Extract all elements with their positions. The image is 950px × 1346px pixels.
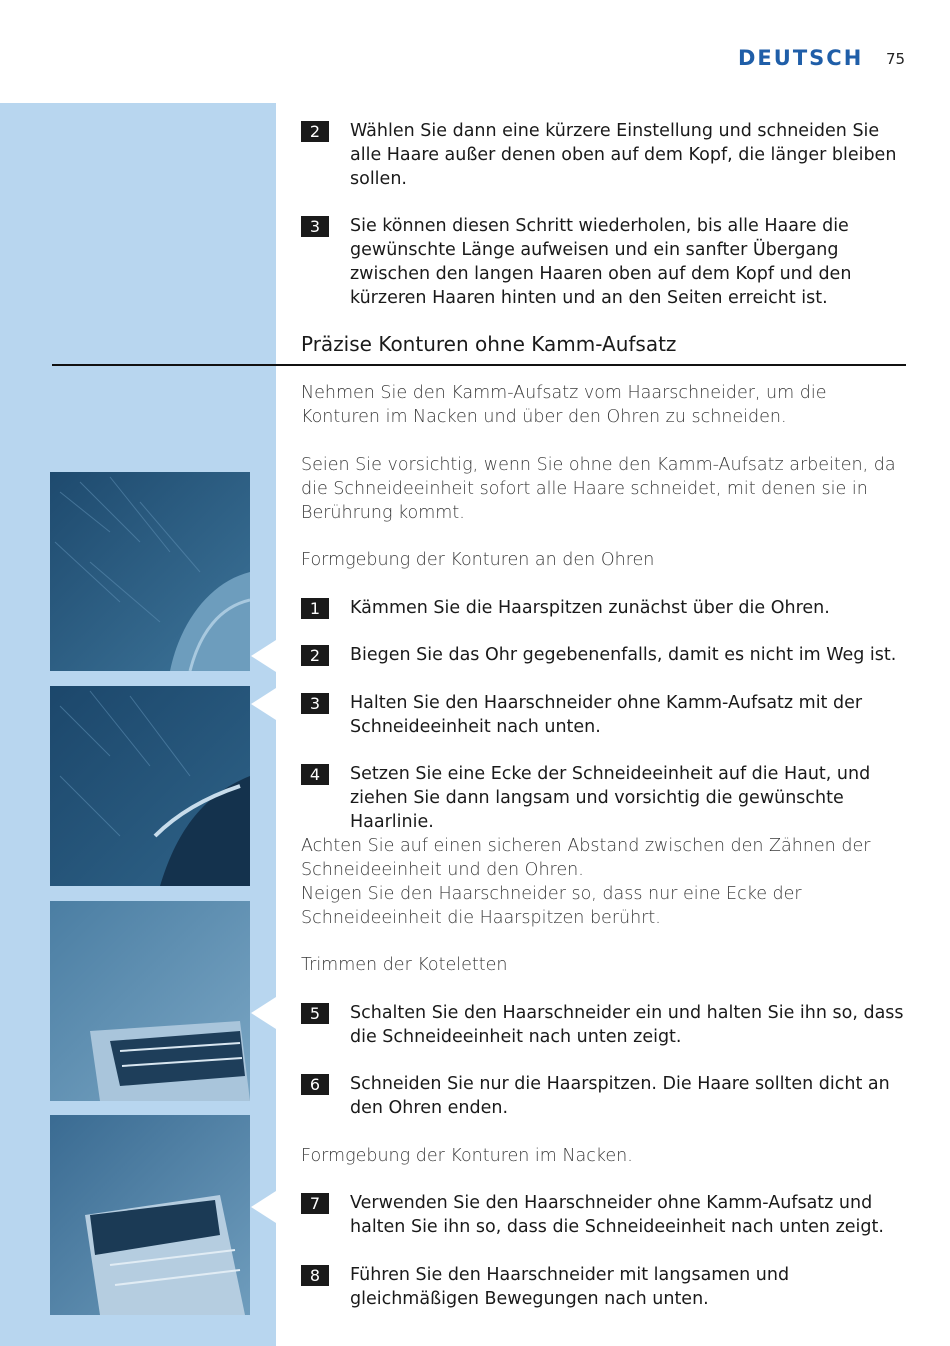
step-number-badge: 6	[301, 1074, 329, 1095]
subheading-ears: Formgebung der Konturen an den Ohren	[301, 550, 655, 570]
intro-paragraph: Nehmen Sie den Kamm-Aufsatz vom Haarschneider, um die Konturen im Nacken und über den Ohren zu schneiden.	[301, 383, 827, 427]
step-number-badge: 2	[301, 121, 329, 142]
step-number-badge: 2	[301, 645, 329, 666]
step-text: Schneiden Sie nur die Haarspitzen. Die Haare sollten dicht an den Ohren enden.	[350, 1074, 890, 1118]
step-text: Verwenden Sie den Haarschneider ohne Kamm-Aufsatz und halten Sie ihn so, dass die Schneideeinheit nach unten zeigt.	[350, 1193, 884, 1237]
photo-ear-cutting	[50, 686, 250, 886]
step-number-badge: 4	[301, 764, 329, 785]
photo-sideburn-trimmer	[50, 901, 250, 1101]
pointer-wedge	[251, 1191, 276, 1223]
step-text: Führen Sie den Haarschneider mit langsamen und gleichmäßigen Bewegungen nach unten.	[350, 1265, 790, 1309]
step-number-badge: 8	[301, 1265, 329, 1286]
step-number-badge: 5	[301, 1003, 329, 1024]
step-text: Wählen Sie dann eine kürzere Einstellung und schneiden Sie alle Haare außer denen oben auf dem Kopf, die länger bleiben sollen.	[350, 121, 897, 189]
step-text: Setzen Sie eine Ecke der Schneideeinheit auf die Haut, und ziehen Sie dann langsam und vorsichtig die gewünschte Haarlinie.	[350, 764, 871, 832]
pointer-wedge	[251, 997, 276, 1029]
step-text: Schalten Sie den Haarschneider ein und halten Sie ihn so, dass die Schneideeinheit nach unten zeigt.	[350, 1003, 904, 1047]
photo-neck-trimmer	[50, 1115, 250, 1315]
page-number: 75	[886, 50, 906, 68]
step-number-badge: 3	[301, 216, 329, 237]
step-number-badge: 1	[301, 598, 329, 619]
photo-ear-combing	[50, 472, 250, 671]
step-text: Sie können diesen Schritt wiederholen, bis alle Haare die gewünschte Länge aufweisen und ein sanfter Übergang zwischen den langen Haaren oben auf dem Kopf und den kürzeren Haaren hinten und an den Seiten erreicht ist.	[350, 216, 852, 308]
section-heading: Präzise Konturen ohne Kamm-Aufsatz	[301, 332, 677, 356]
step-text: Halten Sie den Haarschneider ohne Kamm-Aufsatz mit der Schneideeinheit nach unten.	[350, 693, 863, 737]
subheading-neck: Formgebung der Konturen im Nacken.	[301, 1146, 633, 1166]
pointer-wedge	[251, 688, 276, 720]
step-text: Biegen Sie das Ohr gegebenenfalls, damit es nicht im Weg ist.	[350, 645, 897, 665]
step-number-badge: 7	[301, 1193, 329, 1214]
language-label: DEUTSCH	[738, 46, 864, 70]
note-paragraph: Achten Sie auf einen sicheren Abstand zwischen den Zähnen der Schneideeinheit und den Ohren.	[301, 836, 871, 880]
step-text: Kämmen Sie die Haarspitzen zunächst über die Ohren.	[350, 598, 830, 618]
pointer-wedge	[251, 640, 276, 672]
note-paragraph: Neigen Sie den Haarschneider so, dass nur eine Ecke der Schneideeinheit die Haarspitzen berührt.	[301, 884, 802, 928]
intro-paragraph: Seien Sie vorsichtig, wenn Sie ohne den Kamm-Aufsatz arbeiten, da die Schneideeinheit sofort alle Haare schneidet, mit denen sie in Berührung kommt.	[301, 455, 896, 523]
step-number-badge: 3	[301, 693, 329, 714]
subheading-sideburns: Trimmen der Koteletten	[301, 955, 508, 975]
heading-divider	[52, 364, 906, 366]
